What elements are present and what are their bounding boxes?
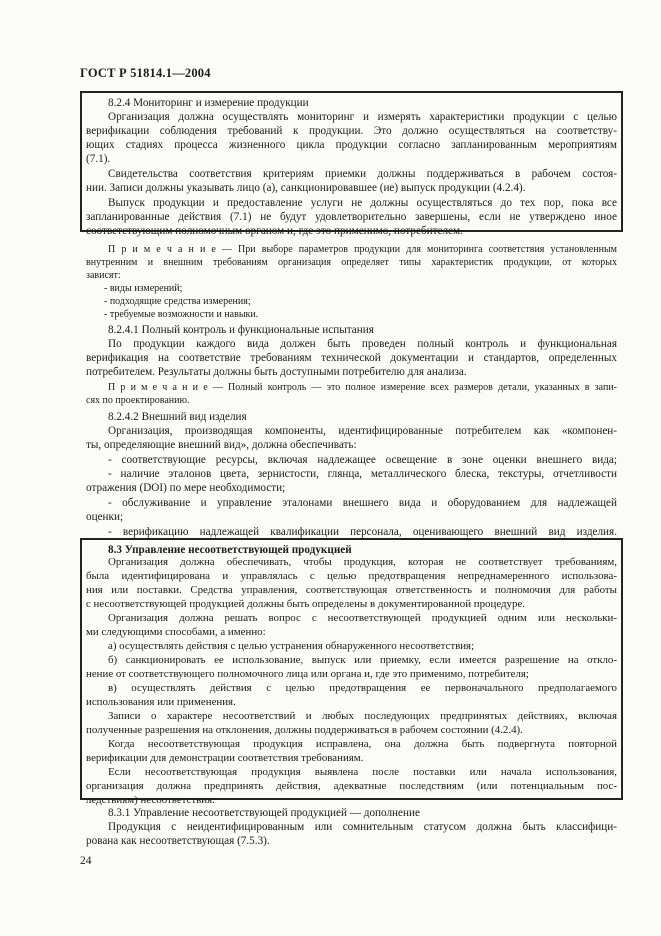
section-8-2-4-p1-line1: Организация должна осуществлять мониторинг и измерять характеристики продукции с целью: [108, 111, 617, 123]
section-8-2-4-p3-line3: соответствующим полномочным органом и, где это применимо, потребителем.: [86, 225, 463, 237]
section-8-2-4-heading: 8.2.4 Мониторинг и измерение продукции: [108, 97, 309, 109]
page-number: 24: [80, 855, 92, 867]
section-8-3-heading: 8.3 Управление несоответствующей продукцией: [108, 544, 352, 556]
section-8-2-4-2-line5: отражения (DOI) по мере необходимости;: [86, 482, 286, 494]
note-1-line1: П р и м е ч а н и е — При выборе параметров продукции для мониторинга соответствия установленным: [108, 244, 617, 255]
section-8-2-4-p1-line4: (7.1).: [86, 153, 111, 165]
section-8-3-line11: использования или применения.: [86, 696, 236, 708]
section-8-3-line2: была идентифицирована и управлялась с целью предотвращения непреднамеренного использова-: [86, 570, 617, 582]
section-8-3-line13: полученные разрешения на отклонения, должны поддерживаться в рабочем состоянии (4.2.4).: [86, 724, 523, 736]
note-1-line2: внутренним и внешним требованиям организация определяет типы характеристик продукции, от которых: [86, 257, 617, 268]
section-8-3-line1: Организация должна обеспечивать, чтобы продукция, которая не соответствует требованиям,: [108, 556, 617, 568]
note-1-line3: зависят:: [86, 270, 121, 281]
section-8-3-1-line1: Продукция с неидентифицированным или сомнительным статусом должна быть классифици-: [108, 821, 617, 833]
section-8-3-line4: с несоответствующей продукцией должны быть определены в документированной процедуре.: [86, 598, 526, 610]
note-1-item3: - требуемые возможности и навыки.: [104, 309, 259, 320]
section-8-2-4-2-heading: 8.2.4.2 Внешний вид изделия: [108, 411, 247, 423]
section-8-2-4-p1-line2: верификации соблюдения требований к продукции. Это должно осуществляться на соответству-: [86, 125, 617, 137]
section-8-2-4-2-line7: оценки;: [86, 511, 124, 523]
section-8-3-line9: нение от соответствующего полномочного лица или органа и, где это применимо, потребителя;: [86, 668, 529, 680]
section-8-2-4-p3-line2: запланированные действия (7.1) не будут удовлетворительно завершены, если не утверждено иное: [86, 211, 617, 223]
note-2-line2: сях по проектированию.: [86, 395, 190, 406]
section-8-2-4-p2-line1: Свидетельства соответствия критериям приемки должны поддерживаться в рабочем состоя-: [108, 168, 617, 180]
section-8-2-4-p2-line2: нии. Записи должны указывать лицо (а), санкционировавшее (ие) выпуск продукции (4.2.4).: [86, 182, 526, 194]
page-header: ГОСТ Р 51814.1—2004: [80, 66, 211, 80]
section-8-3-line15: верификации для демонстрации соответствия требованиям.: [86, 752, 364, 764]
section-8-3-line3: ния или поставки. Средства управления, соответствующая ответственность и полномочия для работы: [86, 584, 617, 596]
section-8-2-4-1-line3: потребителем. Результаты должны быть доступными потребителю для анализа.: [86, 366, 467, 378]
section-8-2-4-2-line2: ты, определяющие внешний вид», должна обеспечивать:: [86, 439, 357, 451]
note-1-item1: - виды измерений;: [104, 283, 183, 294]
section-8-2-4-p1-line3: ющих стадиях процесса жизненного цикла продукции согласно запланированным мероприятиям: [86, 139, 617, 151]
section-8-3-line16: Если несоответствующая продукция выявлена после поставки или начала использования,: [108, 766, 617, 778]
note-1-item2: - подходящие средства измерения;: [104, 296, 251, 307]
section-8-2-4-1-heading: 8.2.4.1 Полный контроль и функциональные испытания: [108, 324, 374, 336]
section-8-3-line8: б) санкционировать ее использование, выпуск или приемку, если имеется разрешение на откло-: [108, 654, 617, 666]
section-8-3-1-heading: 8.3.1 Управление несоответствующей продукцией — дополнение: [108, 807, 420, 819]
section-8-2-4-2-line1: Организация, производящая компоненты, идентифицированные потребителем как «компонен-: [108, 425, 617, 437]
section-8-2-4-1-line1: По продукции каждого вида должен быть проведен полный контроль и функциональная: [108, 338, 617, 350]
section-8-2-4-2-line3: - соответствующие ресурсы, включая надлежащее освещение в зоне оценки внешнего вида;: [108, 454, 617, 466]
section-8-2-4-p3-line1: Выпуск продукции и предоставление услуги не должны осуществляться до тех пор, пока все: [108, 197, 617, 209]
section-8-3-1-line2: рована как несоответствующая (7.5.3).: [86, 835, 270, 847]
section-8-3-line14: Когда несоответствующая продукция исправлена, она должна быть подвергнута повторной: [108, 738, 617, 750]
section-8-3-line10: в) осуществлять действия с целью предотвращения ее первоначального предполагаемого: [108, 682, 617, 694]
section-8-3-line18: ледствиям) несоответствия.: [86, 794, 215, 806]
section-8-3-line7: а) осуществлять действия с целью устранения обнаруженного несоответствия;: [108, 640, 475, 652]
section-8-2-4-2-line4: - наличие эталонов цвета, зернистости, глянца, металлического блеска, текстуры, отчетливости: [108, 468, 617, 480]
section-8-3-line6: ми следующими способами, а именно:: [86, 626, 266, 638]
note-2-line1: П р и м е ч а н и е — Полный контроль — это полное измерение всех размеров детали, указанных в запи-: [108, 382, 617, 393]
section-8-3-line12: Записи о характере несоответствий и любых последующих предпринятых действиях, включая: [108, 710, 617, 722]
section-8-3-line5: Организация должна решать вопрос с несоответствующей продукцией одним или нескольки-: [108, 612, 617, 624]
section-8-2-4-2-line8: - верификацию надлежащей квалификации персонала, оценивающего внешний вид изделия.: [108, 526, 617, 538]
section-8-3-line17: организация должна предпринять действия, адекватные последствиям (или потенциальным пос-: [86, 780, 617, 792]
section-8-2-4-1-line2: верификация на соответствие требованиям технической документации и стандартов, определенных: [86, 352, 617, 364]
section-8-2-4-2-line6: - обслуживание и управление эталонами внешнего вида и оборудованием для надлежащей: [108, 497, 617, 509]
